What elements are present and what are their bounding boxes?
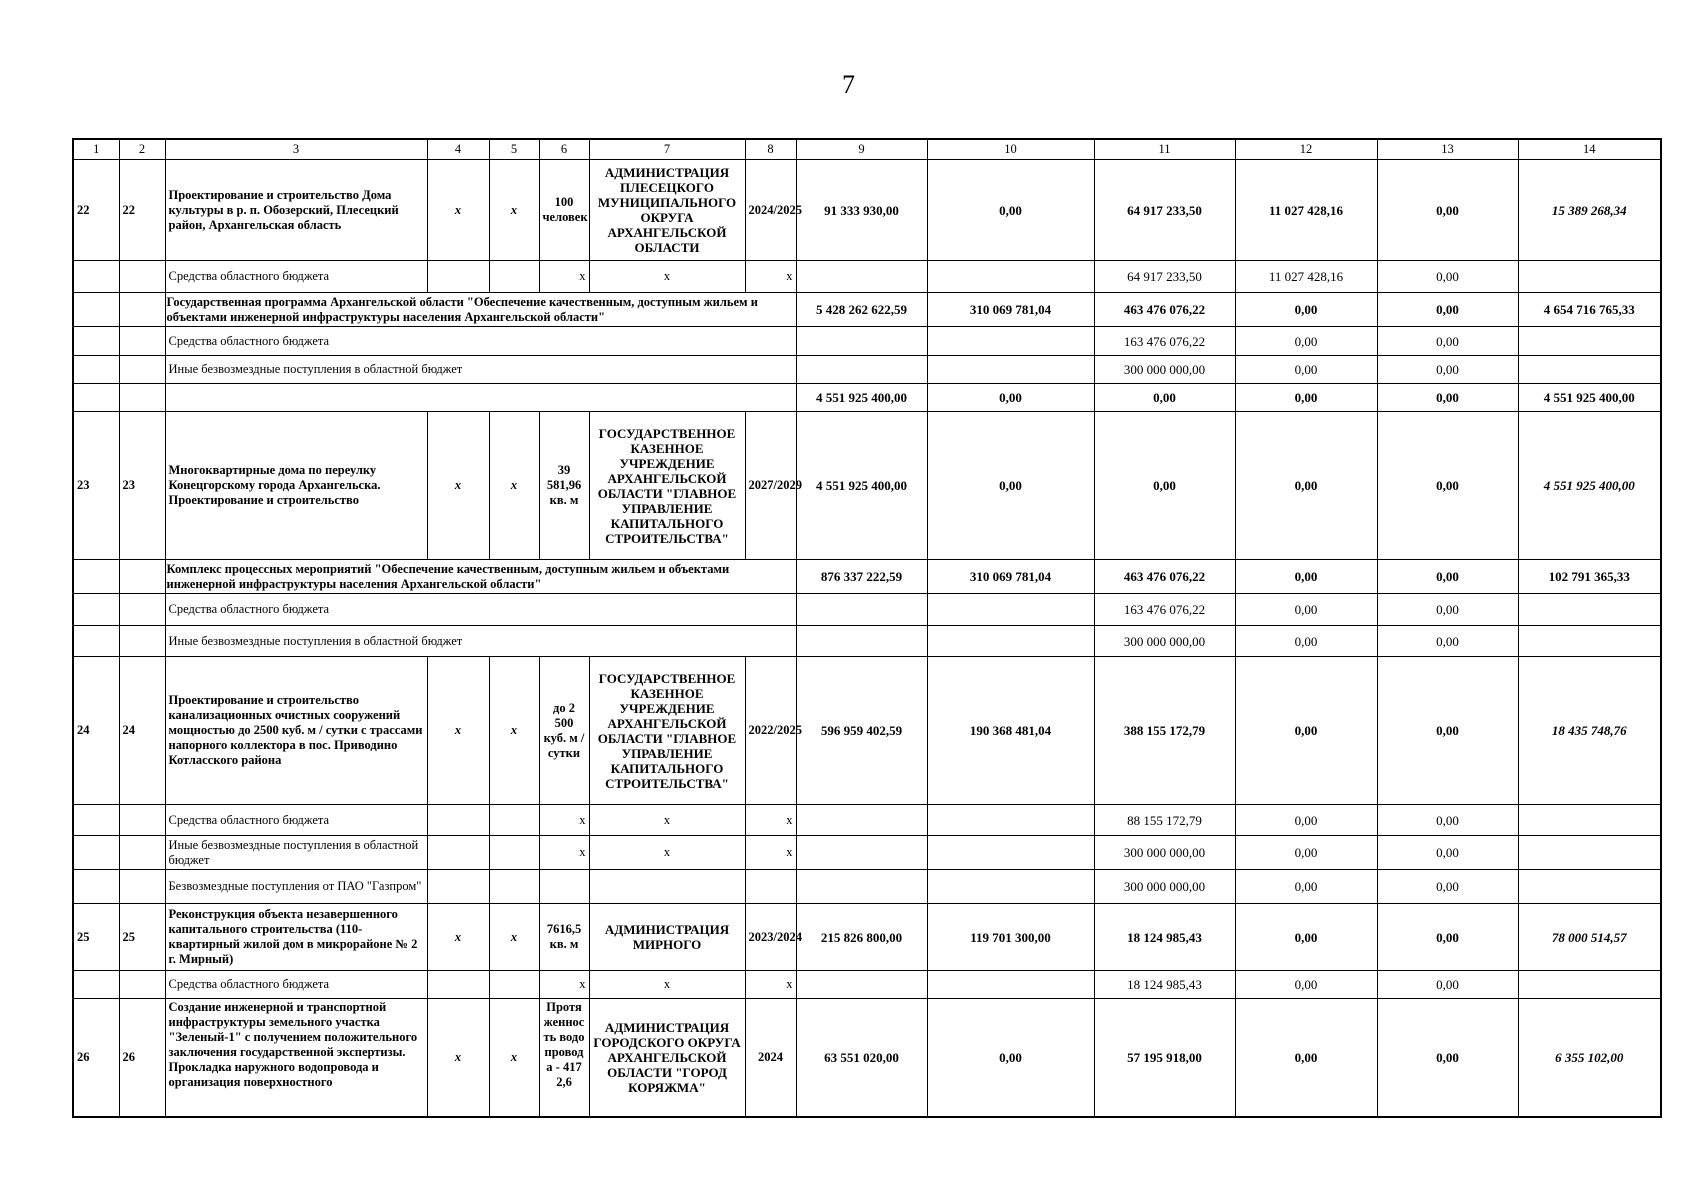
- cell-col4: x: [427, 412, 489, 560]
- cell-organization: АДМИНИСТРАЦИЯ ГОРОДСКОГО ОКРУГА АРХАНГЕЛЬСКОЙ ОБЛАСТИ "ГОРОД КОРЯЖМА": [589, 999, 745, 1117]
- cell-col7: x: [589, 261, 745, 293]
- header-cell: 3: [165, 139, 427, 160]
- cell-amount: 0,00: [1235, 560, 1377, 594]
- cell-amount: 78 000 514,57: [1518, 904, 1661, 971]
- cell-col8: x: [745, 805, 796, 836]
- cell-amount: 18 124 985,43: [1094, 971, 1235, 999]
- header-cell: 13: [1377, 139, 1518, 160]
- header-cell: 14: [1518, 139, 1661, 160]
- cell-num: 25: [119, 904, 165, 971]
- cell-organization: АДМИНИСТРАЦИЯ ПЛЕСЕЦКОГО МУНИЦИПАЛЬНОГО ОКРУГА АРХАНГЕЛЬСКОЙ ОБЛАСТИ: [589, 160, 745, 261]
- cell-period: 2027/2029: [745, 412, 796, 560]
- table-row: [73, 594, 1661, 626]
- header-cell: 8: [745, 139, 796, 160]
- cell-amount: 0,00: [1235, 999, 1377, 1117]
- cell-amount: 300 000 000,00: [1094, 356, 1235, 384]
- header-cell: 10: [927, 139, 1094, 160]
- cell-col7: x: [589, 805, 745, 836]
- cell-source: Иные безвозмездные поступления в областной бюджет: [165, 626, 796, 657]
- cell-amount: 0,00: [1377, 626, 1518, 657]
- cell-amount: 463 476 076,22: [1094, 293, 1235, 327]
- cell-amount: 190 368 481,04: [927, 657, 1094, 805]
- cell-source: Средства областного бюджета: [165, 805, 427, 836]
- cell-num: 25: [73, 904, 119, 971]
- cell-amount: 0,00: [1235, 412, 1377, 560]
- cell-amount: 18 124 985,43: [1094, 904, 1235, 971]
- cell-amount: 0,00: [1377, 261, 1518, 293]
- cell-amount: 0,00: [1235, 384, 1377, 412]
- cell-period: 2022/2025: [745, 657, 796, 805]
- cell-amount: 57 195 918,00: [1094, 999, 1235, 1117]
- cell-amount: 0,00: [927, 999, 1094, 1117]
- cell-amount: 18 435 748,76: [1518, 657, 1661, 805]
- header-cell: 12: [1235, 139, 1377, 160]
- cell-num: 24: [119, 657, 165, 805]
- cell-amount: 64 917 233,50: [1094, 261, 1235, 293]
- table-row: [73, 999, 1661, 1117]
- table-row: [73, 805, 1661, 836]
- table-row: [73, 870, 1661, 904]
- cell-source: Средства областного бюджета: [165, 971, 427, 999]
- cell-amount: 4 551 925 400,00: [1518, 384, 1661, 412]
- cell-source: Иные безвозмездные поступления в областной бюджет: [165, 356, 796, 384]
- cell-amount: 4 654 716 765,33: [1518, 293, 1661, 327]
- cell-col4: x: [427, 657, 489, 805]
- cell-amount: 0,00: [1235, 594, 1377, 626]
- cell-amount: 0,00: [1377, 160, 1518, 261]
- table-row: [73, 261, 1661, 293]
- cell-amount: 0,00: [1094, 412, 1235, 560]
- cell-col5: x: [489, 904, 539, 971]
- cell-capacity: до 2 500 куб. м / сутки: [539, 657, 589, 805]
- cell-amount: 0,00: [1377, 594, 1518, 626]
- cell-amount: 63 551 020,00: [796, 999, 927, 1117]
- table-row: [73, 356, 1661, 384]
- cell-amount: 64 917 233,50: [1094, 160, 1235, 261]
- cell-amount: 0,00: [1377, 384, 1518, 412]
- cell-amount: 0,00: [1235, 904, 1377, 971]
- cell-amount: 0,00: [1235, 870, 1377, 904]
- cell-col4: x: [427, 160, 489, 261]
- cell-amount: 4 551 925 400,00: [796, 412, 927, 560]
- cell-col4: x: [427, 999, 489, 1117]
- table-row: [73, 836, 1661, 870]
- table-row: [73, 293, 1661, 327]
- cell-amount: 4 551 925 400,00: [796, 384, 927, 412]
- cell-amount: 310 069 781,04: [927, 293, 1094, 327]
- cell-amount: 15 389 268,34: [1518, 160, 1661, 261]
- table-row: [73, 626, 1661, 657]
- cell-amount: 0,00: [1235, 805, 1377, 836]
- cell-period: 2023/2024: [745, 904, 796, 971]
- cell-amount: 388 155 172,79: [1094, 657, 1235, 805]
- cell-amount: 0,00: [1377, 971, 1518, 999]
- table-row: [73, 160, 1661, 261]
- cell-amount: 0,00: [1377, 560, 1518, 594]
- cell-col6: x: [539, 261, 589, 293]
- cell-program-title: Комплекс процессных мероприятий "Обеспечение качественным, доступным жильем и объектами инженерной инфраструктуры населения Архангельской области": [165, 560, 796, 594]
- cell-amount: 163 476 076,22: [1094, 594, 1235, 626]
- cell-object-name: Создание инженерной и транспортной инфраструктуры земельного участка "Зеленый-1" с получением положительного заключения государственной экспертизы. Прокладка наружного водопровода и организация поверхностного: [165, 999, 427, 1117]
- header-cell: 2: [119, 139, 165, 160]
- cell-col8: x: [745, 836, 796, 870]
- cell-source: Иные безвозмездные поступления в областной бюджет: [165, 836, 427, 870]
- cell-amount: 0,00: [1377, 356, 1518, 384]
- table-row: [73, 971, 1661, 999]
- table-row: [73, 384, 1661, 412]
- cell-col7: x: [589, 836, 745, 870]
- cell-source: Средства областного бюджета: [165, 327, 796, 356]
- cell-col7: x: [589, 971, 745, 999]
- cell-col8: x: [745, 971, 796, 999]
- table-row: [73, 560, 1661, 594]
- cell-amount: 11 027 428,16: [1235, 261, 1377, 293]
- cell-amount: 88 155 172,79: [1094, 805, 1235, 836]
- cell-object-name: Многоквартирные дома по переулку Конецгорскому города Архангельска. Проектирование и строительство: [165, 412, 427, 560]
- cell-col4: x: [427, 904, 489, 971]
- cell-organization: АДМИНИСТРАЦИЯ МИРНОГО: [589, 904, 745, 971]
- cell-col6: x: [539, 971, 589, 999]
- cell-col6: x: [539, 836, 589, 870]
- cell-amount: 91 333 930,00: [796, 160, 927, 261]
- cell-amount: 0,00: [1377, 870, 1518, 904]
- cell-capacity: 100 человек: [539, 160, 589, 261]
- header-cell: 1: [73, 139, 119, 160]
- cell-amount: 310 069 781,04: [927, 560, 1094, 594]
- cell-source: Средства областного бюджета: [165, 261, 427, 293]
- cell-amount: 102 791 365,33: [1518, 560, 1661, 594]
- page-number: 7: [842, 70, 855, 99]
- cell-program-title: Государственная программа Архангельской области "Обеспечение качественным, доступным жильем и объектами инженерной инфраструктуры населения Архангельской области": [165, 293, 796, 327]
- table-body: [73, 139, 1661, 1117]
- header-cell: 7: [589, 139, 745, 160]
- cell-amount: 463 476 076,22: [1094, 560, 1235, 594]
- cell-capacity: 7616,5 кв. м: [539, 904, 589, 971]
- cell-amount: 0,00: [1094, 384, 1235, 412]
- cell-organization: ГОСУДАРСТВЕННОЕ КАЗЕННОЕ УЧРЕЖДЕНИЕ АРХАНГЕЛЬСКОЙ ОБЛАСТИ "ГЛАВНОЕ УПРАВЛЕНИЕ КАПИТАЛЬНОГО СТРОИТЕЛЬСТВА": [589, 657, 745, 805]
- cell-amount: 11 027 428,16: [1235, 160, 1377, 261]
- cell-amount: 5 428 262 622,59: [796, 293, 927, 327]
- cell-amount: 119 701 300,00: [927, 904, 1094, 971]
- cell-amount: 0,00: [1235, 327, 1377, 356]
- header-cell: 9: [796, 139, 927, 160]
- cell-amount: 300 000 000,00: [1094, 836, 1235, 870]
- cell-num: 22: [119, 160, 165, 261]
- cell-col6: x: [539, 805, 589, 836]
- cell-object-name: Проектирование и строительство Дома культуры в р. п. Обозерский, Плесецкий район, Архангельская область: [165, 160, 427, 261]
- header-row: [73, 139, 1661, 160]
- cell-num: 26: [73, 999, 119, 1117]
- cell-num: 23: [119, 412, 165, 560]
- cell-amount: 163 476 076,22: [1094, 327, 1235, 356]
- cell-col5: x: [489, 657, 539, 805]
- table-row: [73, 327, 1661, 356]
- cell-col8: x: [745, 261, 796, 293]
- cell-amount: 0,00: [927, 160, 1094, 261]
- cell-col5: x: [489, 999, 539, 1117]
- cell-col5: x: [489, 412, 539, 560]
- header-cell: 11: [1094, 139, 1235, 160]
- cell-capacity: 39 581,96 кв. м: [539, 412, 589, 560]
- cell-source: Безвозмездные поступления от ПАО "Газпром": [165, 870, 427, 904]
- header-cell: 6: [539, 139, 589, 160]
- cell-amount: 300 000 000,00: [1094, 626, 1235, 657]
- cell-organization: ГОСУДАРСТВЕННОЕ КАЗЕННОЕ УЧРЕЖДЕНИЕ АРХАНГЕЛЬСКОЙ ОБЛАСТИ "ГЛАВНОЕ УПРАВЛЕНИЕ КАПИТАЛЬНОГО СТРОИТЕЛЬСТВА": [589, 412, 745, 560]
- cell-amount: 215 826 800,00: [796, 904, 927, 971]
- cell-amount: 0,00: [1235, 626, 1377, 657]
- cell-num: 24: [73, 657, 119, 805]
- cell-amount: 876 337 222,59: [796, 560, 927, 594]
- cell-num: 26: [119, 999, 165, 1117]
- table-row: [73, 657, 1661, 805]
- cell-object-name: Реконструкция объекта незавершенного капитального строительства (110-квартирный жилой дом в микрорайоне № 2 г. Мирный): [165, 904, 427, 971]
- table-row: [73, 412, 1661, 560]
- cell-amount: 0,00: [1377, 836, 1518, 870]
- cell-period: 2024/2025: [745, 160, 796, 261]
- table-row: [73, 904, 1661, 971]
- cell-amount: 0,00: [1235, 836, 1377, 870]
- cell-amount: 0,00: [1235, 293, 1377, 327]
- cell-num: 23: [73, 412, 119, 560]
- cell-amount: 6 355 102,00: [1518, 999, 1661, 1117]
- cell-amount: 0,00: [1377, 657, 1518, 805]
- cell-amount: 0,00: [1377, 327, 1518, 356]
- cell-amount: 4 551 925 400,00: [1518, 412, 1661, 560]
- cell-capacity: Протяженность водопровода - 4172,6: [539, 999, 589, 1117]
- cell-object-name: Проектирование и строительство канализационных очистных сооружений мощностью до 2500 куб. м / сутки с трассами напорного коллектора в пос. Приводино Котласского района: [165, 657, 427, 805]
- cell-amount: 0,00: [1377, 904, 1518, 971]
- cell-amount: 0,00: [1235, 657, 1377, 805]
- cell-amount: 0,00: [1235, 356, 1377, 384]
- cell-num: 22: [73, 160, 119, 261]
- cell-amount: 0,00: [927, 412, 1094, 560]
- cell-amount: 0,00: [1377, 805, 1518, 836]
- cell-amount: 596 959 402,59: [796, 657, 927, 805]
- header-cell: 5: [489, 139, 539, 160]
- cell-amount: 0,00: [927, 384, 1094, 412]
- cell-source: Средства областного бюджета: [165, 594, 796, 626]
- cell-amount: 300 000 000,00: [1094, 870, 1235, 904]
- cell-amount: 0,00: [1235, 971, 1377, 999]
- cell-col5: x: [489, 160, 539, 261]
- cell-amount: 0,00: [1377, 999, 1518, 1117]
- budget-table: [72, 138, 1662, 1118]
- cell-amount: 0,00: [1377, 412, 1518, 560]
- header-cell: 4: [427, 139, 489, 160]
- cell-period: 2024: [745, 999, 796, 1117]
- cell-amount: 0,00: [1377, 293, 1518, 327]
